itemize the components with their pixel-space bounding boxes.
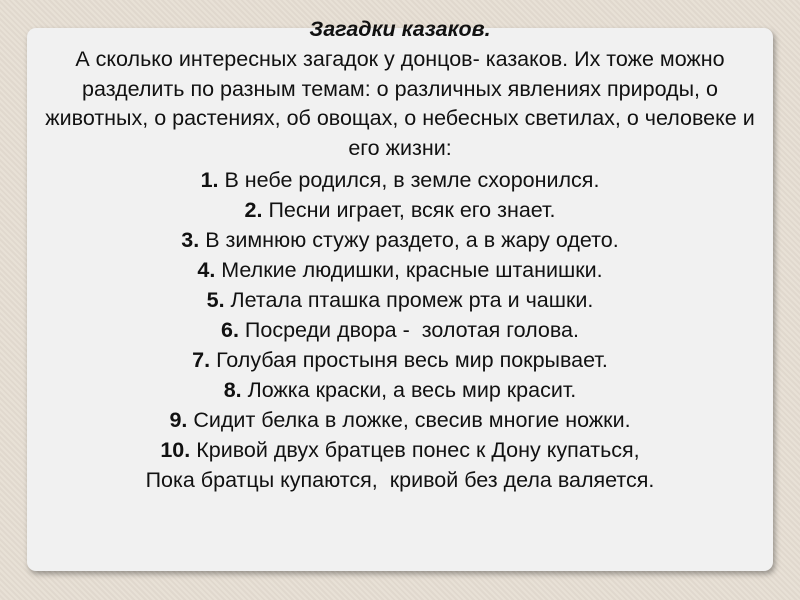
riddle-text: Посреди двора - золотая голова. — [238, 318, 579, 342]
riddle-item — [0, 435, 800, 495]
riddle-text: Песни играет, всяк его знает. — [262, 198, 556, 222]
riddle-item — [0, 375, 800, 405]
riddle-number: 10. — [160, 438, 191, 462]
riddle-number: 1. — [200, 168, 219, 192]
riddle-number: 9. — [169, 408, 188, 432]
riddle-text: Голубая простыня весь мир покрывает. — [210, 348, 608, 372]
riddle-number: 6. — [221, 318, 239, 342]
riddle-number: 2. — [244, 198, 263, 222]
riddle-item — [0, 165, 800, 195]
riddle-number: 8. — [223, 378, 242, 402]
riddle-list — [0, 165, 800, 495]
riddle-text: Летала пташка промеж рта и чашки. — [224, 288, 594, 312]
riddle-number: 7. — [192, 348, 211, 372]
riddle-text: В зимнюю стужу раздето, а в жару одето. — [199, 228, 619, 252]
riddle-item — [0, 255, 800, 285]
slide-intro: А сколько интересных загадок у донцов- казаков. Их тоже можно разделить по разным темам: о различных явлениях природы, о животных, о растениях, об овощах, о небесных светилах, о человеке и его жизни: — [45, 47, 755, 160]
riddle-text: Сидит белка в ложке, свесив многие ножки. — [187, 408, 631, 432]
riddle-number: 3. — [181, 228, 200, 252]
riddle-item — [0, 285, 800, 315]
riddle-number: 4. — [197, 258, 216, 282]
riddle-text: Мелкие людишки, красные штанишки. — [215, 258, 603, 282]
slide-content — [0, 14, 800, 495]
riddle-text: Ложка краски, а весь мир красит. — [241, 378, 577, 402]
riddle-number: 5. — [206, 288, 225, 312]
riddle-item — [0, 405, 800, 435]
riddle-item — [0, 345, 800, 375]
riddle-text-continued: Пока братцы купаются, кривой без дела валяется. — [145, 468, 655, 492]
riddle-text: Кривой двух братцев понес к Дону купаться, — [190, 438, 640, 462]
riddle-item — [0, 315, 800, 345]
riddle-item — [0, 195, 800, 225]
riddle-text: В небе родился, в земле схоронился. — [218, 168, 600, 192]
slide-title: Загадки казаков. — [309, 17, 491, 41]
riddle-item — [0, 225, 800, 255]
